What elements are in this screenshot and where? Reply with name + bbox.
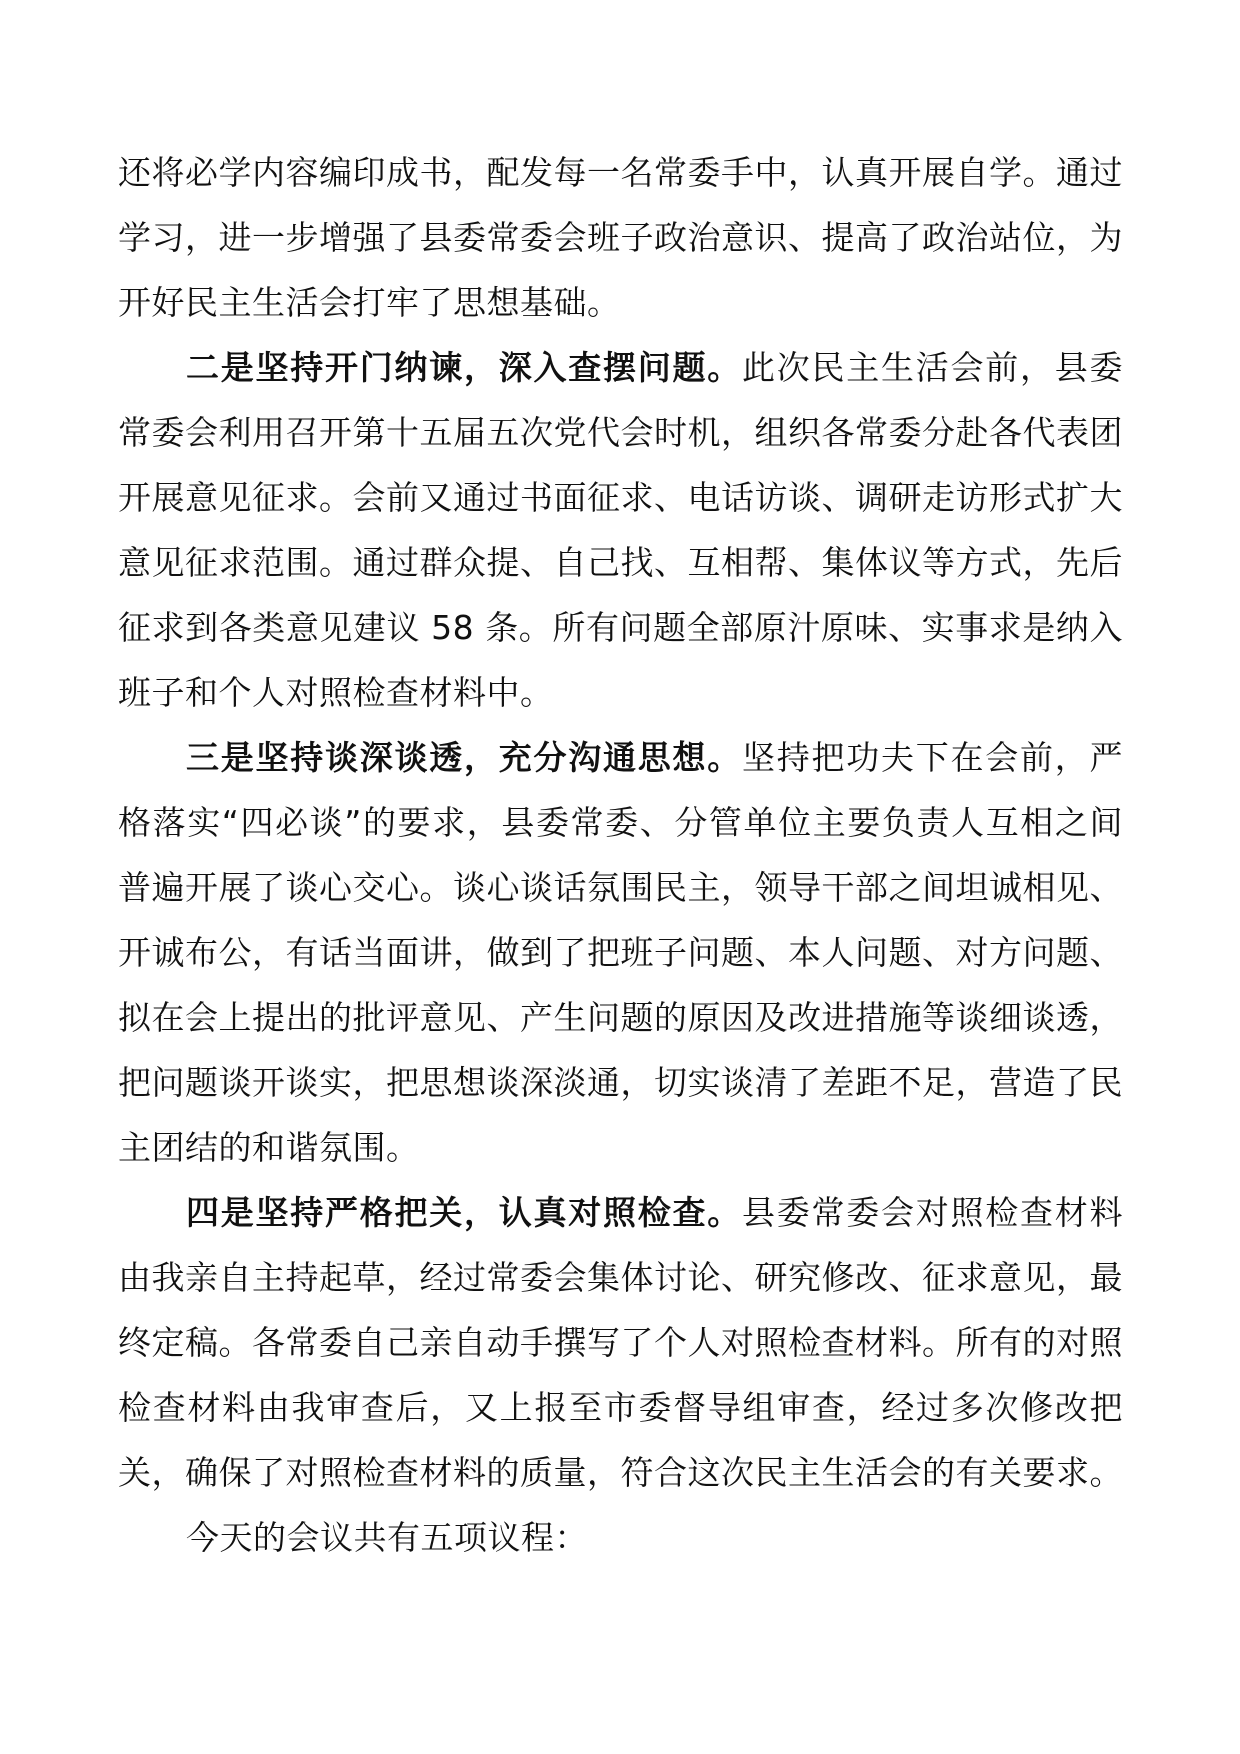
paragraph-lead-heading: 二是坚持开门纳谏，深入查摆问题。 xyxy=(186,348,742,387)
paragraph-text: 此次民主生活会前，县委常委会利用召开第十五届五次党代会时机，组织各常委分赴各代表团开展意见征求。会前又通过书面征求、电话访谈、调研走访形式扩大意见征求范围。通过群众提、自己找、互相帮、集体议等方式，先后征求到各类意见建议 58 条。所有问题全部原汁原味、实事求是纳入班子和个人对照检查材料中。 xyxy=(118,348,1123,712)
paragraph-item-three xyxy=(118,725,1123,1180)
paragraph-item-two xyxy=(118,335,1123,725)
paragraph-continuation xyxy=(118,140,1123,335)
paragraph-item-four xyxy=(118,1180,1123,1505)
paragraph-lead-heading: 三是坚持谈深谈透，充分沟通思想。 xyxy=(186,738,742,777)
paragraph-text: 今天的会议共有五项议程： xyxy=(186,1518,588,1557)
paragraph-agenda-intro xyxy=(118,1505,1123,1570)
paragraph-text: 还将必学内容编印成书，配发每一名常委手中，认真开展自学。通过学习，进一步增强了县委常委会班子政治意识、提高了政治站位，为开好民主生活会打牢了思想基础。 xyxy=(118,153,1123,322)
paragraph-lead-heading: 四是坚持严格把关，认真对照检查。 xyxy=(186,1193,742,1232)
paragraph-text: 县委常委会对照检查材料由我亲自主持起草，经过常委会集体讨论、研究修改、征求意见，最终定稿。各常委自己亲自动手撰写了个人对照检查材料。所有的对照检查材料由我审查后，又上报至市委督导组审查，经过多次修改把关，确保了对照检查材料的质量，符合这次民主生活会的有关要求。 xyxy=(118,1193,1123,1492)
document-body xyxy=(118,140,1123,1570)
paragraph-text: 坚持把功夫下在会前，严格落实“四必谈”的要求，县委常委、分管单位主要负责人互相之间普遍开展了谈心交心。谈心谈话氛围民主，领导干部之间坦诚相见、开诚布公，有话当面讲，做到了把班子问题、本人问题、对方问题、拟在会上提出的批评意见、产生问题的原因及改进措施等谈细谈透，把问题谈开谈实，把思想谈深淡通，切实谈清了差距不足，营造了民主团结的和谐氛围。 xyxy=(118,738,1123,1167)
